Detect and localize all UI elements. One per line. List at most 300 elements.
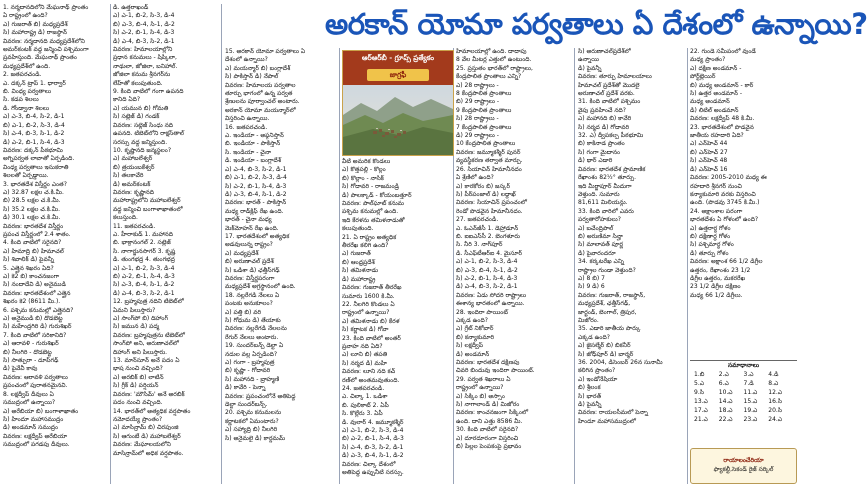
text-line: రాష్ట్రంలో ఉన్నాయి? bbox=[456, 384, 504, 392]
text-line: వివరణ: ఆరావళి పర్వతాలు bbox=[3, 373, 68, 381]
text-line: 4. కింది వాటిలో సరైనది? bbox=[3, 239, 62, 247]
text-line: రేగుర్ నేలలు అంటారు. bbox=[225, 333, 279, 341]
feature-title: ఆర్‌ఆర్‌బీ - గ్రూప్స్ ప్రత్యేకం bbox=[361, 54, 435, 62]
text-line: 14. భారత్‌లో అత్యధిక వర్షపాతం bbox=[113, 407, 191, 415]
text-line: వివరణ: అక్షాంశ 66 1/2 డిగ్రీల bbox=[690, 258, 763, 266]
text-line: హిందూ మహాసముద్రంలో bbox=[578, 417, 636, 425]
text-line: ఇది కేరళను తమిళనాడుతో bbox=[342, 216, 405, 224]
text-line: 20. పశ్చిమ కనుమలను bbox=[225, 409, 282, 417]
text-line: ఎ) తమిళనాడు బి) కేరళ bbox=[342, 317, 400, 325]
text-column-6 bbox=[578, 48, 688, 484]
text-line: జార్ఖండ్, బెంగాల్, త్రిపుర, bbox=[578, 308, 637, 316]
text-line: డిగ్రీల ఉత్తరం, మకరరేఖ bbox=[690, 274, 746, 282]
text-line: ఎ) 28 రాష్ట్రాలు - bbox=[456, 81, 499, 89]
text-line: విస్తరించి ఉన్నాయి. bbox=[225, 115, 270, 123]
text-line: దేశంలో ఉన్నాయి? bbox=[225, 56, 268, 64]
text-line: మధ్య రాడ్‌క్లిఫ్ రేఖ ఉంది. bbox=[225, 207, 284, 215]
text-line: 23. భారతదేశంలో పొడవైన bbox=[690, 123, 754, 131]
text-line: ఉన్నాయి bbox=[578, 56, 599, 64]
text-line: మాసిన్రామ్‌లో అధిక వర్షపాతం. bbox=[113, 449, 184, 457]
text-line: ఎ) దక్షిణ అండమాన్ - bbox=[690, 64, 742, 72]
text-line: సి) జోధ్‌పూర్ డి) బార్మర్ bbox=[578, 350, 634, 358]
text-line: డి) 29 రాష్ట్రాలు - bbox=[456, 132, 499, 140]
text-line: 11. జతపరచండి. bbox=[113, 222, 156, 230]
text-line: డెల్టా సుందర్‌బన్స్. bbox=[225, 401, 268, 409]
text-line: అగ్నిపర్వత లావాతో ఏర్పడింది. bbox=[3, 155, 75, 163]
text-line: సి) ఉత్తర అండమాన్ - bbox=[690, 90, 743, 98]
text-line: పశ్చిమ కనుమల్లో ఉంది. bbox=[342, 208, 399, 216]
text-line: సి) కర్ణాటక డి) గోవా bbox=[342, 326, 389, 334]
answer-item: 12.ఎ bbox=[768, 389, 783, 396]
text-line: మహారాష్ట్రలోని మహాబలేశ్వర్ bbox=[113, 197, 181, 205]
text-line: తీరరేఖ కలిగి ఉంది? bbox=[342, 242, 389, 250]
text-line: సి) పశ్చిమార్ధ గోళం bbox=[690, 241, 734, 249]
text-column-5 bbox=[456, 48, 572, 484]
text-line: ఎ. ఇండియా - అఫ్గనిస్తాన్ bbox=[225, 132, 284, 140]
text-line: మిజోరం. bbox=[578, 317, 599, 324]
text-line: 8 వేల మీటర్ల ఎత్తులో ఉంటుంది. bbox=[456, 56, 532, 64]
text-line: ఎ) కొత్తపల్లి - కొల్లం bbox=[342, 166, 386, 174]
text-line: కలుపుతుంది. bbox=[342, 225, 374, 233]
text-line: డి) పాలక్కాడ్ - కోయంబత్తూర్ bbox=[342, 191, 412, 199]
text-line: డి) ఎ-4, బి-3, సి-2, డి-1 bbox=[456, 283, 518, 291]
text-line: నమోదయ్యే ప్రాంతం? bbox=[113, 415, 163, 423]
text-line: సి. నీరి 3. నాగ్‌పూర్ bbox=[456, 241, 503, 249]
text-line: సి) నర్మద డి) గోదావరి bbox=[578, 123, 630, 131]
text-line: 1. నర్మదానదిలోని మేఘనాథ్ ప్రాంతం bbox=[3, 4, 89, 11]
text-line: బి) ఎ-1, బి-2, సి-3, డి-4 bbox=[3, 121, 65, 129]
text-line: హిమాచల్ ప్రదేశ్‌తో మొదలై bbox=[578, 81, 640, 89]
text-line: 7 కేంద్రపాలిత ప్రాంతాలు bbox=[456, 123, 512, 131]
text-line: 13. మాన్‌సూన్ అనే పదం ఏ bbox=[113, 357, 180, 365]
text-line: 12. బ్రహ్మపుత్ర నదిని టిబెట్‌లో bbox=[113, 298, 184, 306]
text-line: వీటి అమరిక కొండలు bbox=[342, 158, 391, 165]
text-line: డి) అమర్‌కంటక్ bbox=[113, 180, 151, 188]
answer-item: 20.సి bbox=[768, 407, 783, 414]
text-line: ఎ) సిక్కిం బి) అస్సాం bbox=[456, 392, 505, 400]
answer-item: 2.ఎ bbox=[718, 371, 729, 378]
text-line: వివరణ: భారతదేశ ప్రామాణిక bbox=[578, 165, 646, 173]
text-line: భాష నుంచి వచ్చింది? bbox=[113, 365, 163, 373]
feature-box bbox=[342, 50, 454, 156]
text-line: వివరణ: నల్లరేగడి నేలలను bbox=[225, 325, 287, 333]
text-line: వివరణ: పాల్‌ఘాట్ కనుమ bbox=[342, 200, 404, 208]
text-line: ఎ) కారకోరం బి) జస్కర్ bbox=[456, 182, 511, 190]
text-line: సి) సట్లెజ్ డి) గండక్ bbox=[113, 113, 160, 121]
text-line: మధ్యప్రదేశ్ అగ్రస్థానంలో ఉంది. bbox=[225, 283, 296, 291]
text-line: ఉంది. దాని ఎత్తు 8586 మీ. bbox=[456, 417, 523, 425]
text-line: డి) పైవేవీ కావు bbox=[3, 365, 38, 373]
text-line: వివరణ: కృష్ణానది bbox=[113, 188, 154, 196]
text-line: 23 1/2 డిగ్రీల దక్షిణం bbox=[690, 283, 741, 291]
text-line: తూర్పు భాగంలో ఉన్న పర్వత bbox=[225, 90, 293, 98]
text-line: ఎ) అరేబియా బి) బంగాళాఖాతం bbox=[3, 407, 79, 415]
text-line: ఉత్తరం, రేఖాంశం 23 1/2 bbox=[690, 266, 751, 274]
answer-item: 14.ఎ bbox=[718, 398, 733, 405]
text-line: సి) 9 డి) 6 bbox=[578, 283, 605, 291]
text-line: 21. ఏ రాష్ట్రం అత్యధిక bbox=[342, 233, 397, 241]
text-line: వద్ద జన్మించి బంగాళాఖాతంలో bbox=[113, 205, 183, 213]
text-line: సి) గ్రీక్ డి) పర్షియన్ bbox=[113, 382, 159, 390]
text-line: నదుల వల్ల ఏర్పడింది? bbox=[225, 350, 278, 358]
column-divider bbox=[339, 48, 340, 484]
text-line: వివరణ: సియాచిన్ ప్రపంచంలో bbox=[456, 199, 527, 207]
text-line: 8. లక్షద్వీప్ దీవులు ఏ bbox=[3, 390, 54, 398]
text-line: వెళ్తుంది. సుమారు bbox=[578, 190, 620, 198]
text-line: డి. ఇండియా - బంగ్లాదేశ్ bbox=[225, 157, 282, 165]
text-line: సి) నందాదేవి డి) అనైముడి bbox=[3, 281, 66, 289]
text-line: బి) ఎ-2, బి-1, సి-4, డి-3 bbox=[342, 435, 404, 443]
text-line: ఉంది. (పొడవు 3745 కి.మీ.) bbox=[690, 199, 760, 207]
text-line: బి) కన్యాకుమారి bbox=[456, 333, 495, 341]
text-line: డి) ఎ-4, బి-3, సి-2, డి-1 bbox=[113, 37, 175, 45]
text-line: వివరణ: సట్లెజ్ సింధు నది bbox=[113, 121, 174, 129]
text-line: సి) 28 రాష్ట్రాలు - bbox=[456, 115, 499, 123]
text-line: 24. అక్షాంశాల పరంగా bbox=[690, 207, 743, 215]
answer-item: 7.డి bbox=[743, 380, 754, 387]
text-line: ఎ. ఓఎన్‌జీసీ 1. డెహ్రాడూన్ bbox=[456, 224, 519, 232]
text-line: వివరణ: విస్తీర్ణపరంగా bbox=[225, 274, 275, 282]
text-line: వివరణ: భారతదేశంలో ఎత్తైన bbox=[3, 289, 71, 297]
text-line: రహదారి శ్రీనగర్ నుంచి bbox=[690, 182, 742, 190]
text-line: సి) గోధుమ డి) తేయాకు bbox=[225, 317, 281, 324]
text-line: ఏ శ్రేణిలో ఉంది? bbox=[456, 174, 494, 182]
text-line: సి) ఎ-4, బి-3, సి-2, డి-1 bbox=[342, 443, 404, 451]
text-line: 9. కింది వాటిలో గంగా ఉపనది bbox=[113, 88, 184, 96]
text-line: వింధ్య పర్వతాలు ఇసుకరాతి bbox=[3, 163, 69, 171]
text-line: వివరణ: ప్రపంచంలోనే అతిపెద్ద bbox=[225, 392, 296, 400]
text-line: సి) ఒడిశా డి) ఛత్తీస్‌గఢ్ bbox=[225, 266, 280, 274]
text-line: వివరణ: హిమాలయ పర్వతాల bbox=[225, 81, 296, 89]
text-line: డి) ఎన్‌హెచ్ 16 bbox=[690, 165, 728, 173]
text-line: 33. కింది వారిలో ఎవరు bbox=[578, 207, 634, 215]
text-line: ఈశాన్య భారతంలో ఉన్నాయి. bbox=[456, 300, 525, 308]
text-line: శిలలతో ఏర్పడ్డాయి. bbox=[3, 172, 49, 180]
text-line: సరస్సు వద్ద జన్మిస్తుంది. bbox=[113, 138, 168, 146]
text-line: ఎ) మయన్మార్ బి) బంగ్లాదేశ్ bbox=[225, 64, 291, 72]
text-line: 16. జతపరచండి. bbox=[225, 123, 268, 131]
text-line: వివరణ: 'మౌసిమ్' అనే అరబిక్ bbox=[113, 390, 185, 398]
text-line: ఎ) అనైముడి బి) దొడబెట్ట bbox=[3, 315, 63, 323]
text-line: సి) ఎ-4, బి-3, సి-1, డి-2 bbox=[3, 130, 65, 138]
text-line: మెక్‌మోహన్ రేఖ ఉంది. bbox=[225, 224, 279, 232]
text-line: భారతదేశం ఏ గోళంలో ఉంది? bbox=[690, 216, 759, 224]
text-line: వివరణ: భారత్ - పాకిస్తాన్ bbox=[225, 199, 287, 207]
text-line: 5. ఎత్తైన శిఖరం ఏది? bbox=[3, 264, 54, 272]
text-line: ఎ. దక్కన్ ట్రాప్ 1. ధార్వార్ bbox=[3, 79, 66, 87]
text-line: జోజిలా కనుమ శ్రీనగర్‌ను bbox=[113, 71, 171, 79]
text-line: ఎ) మహానది బి) కావేరి bbox=[578, 115, 632, 123]
column-divider bbox=[221, 4, 222, 484]
text-line: ఎ) ఎ-1, బి-2, సి-3, డి-4 bbox=[113, 264, 175, 272]
text-line: కర్ణాటకలో ఏమంటారు? bbox=[225, 417, 279, 425]
text-line: వివరణ: మేఘాలయలోని bbox=[113, 441, 171, 449]
column-divider bbox=[110, 4, 111, 484]
text-column-4 bbox=[342, 158, 452, 484]
text-line: మధ్య అండమాన్ bbox=[690, 98, 730, 106]
text-line: డి. గోండ్వానా శిలలు bbox=[3, 104, 50, 112]
text-line: అడవులున్న రాష్ట్రం? bbox=[225, 241, 273, 249]
text-line: ప్రవాహ నది ఏది? bbox=[342, 342, 383, 350]
text-line: ఎ) ఎ-4, బి-3, సి-2, డి-1 bbox=[225, 165, 287, 173]
text-line: సి) గోదావరి - రాజమండ్రి bbox=[342, 183, 399, 191]
text-line: 31. కింది వాటిలో పశ్చిమం bbox=[578, 98, 641, 106]
text-line: సి) శివాలిక్ డి) పైవన్నీ bbox=[3, 256, 54, 264]
text-line: ఏ రాష్ట్రంలో ఉంది? bbox=[3, 12, 48, 20]
text-line: వివరణ: జమ్మూకశ్మీర్ పునర్ bbox=[456, 148, 521, 156]
text-line: సి) నర్మద డి) మహి bbox=[342, 359, 387, 367]
text-line: సి) 35.2 లక్షల చ.కి.మీ. bbox=[3, 205, 61, 213]
text-line: ఎ. చిల్కా 1. ఒడిశా bbox=[342, 393, 388, 401]
text-line: సి) ఎన్‌హెచ్ 48 bbox=[690, 157, 728, 165]
text-line: సి) ఎ-3, బి-4, సి-1, డి-2 bbox=[113, 281, 175, 289]
text-line: బి) త్రయంబకేశ్వర్ bbox=[113, 163, 155, 171]
text-line: సి. కడప శిలలు bbox=[3, 96, 39, 104]
text-line: అమర్‌కంటక్ వద్ద జన్మించి పశ్చిమంగా bbox=[3, 46, 89, 54]
text-line: పర్వతారోహకులు? bbox=[578, 216, 621, 224]
text-line: డి) థార్ ఎడారి bbox=[578, 157, 613, 165]
headline: అరకాన్ యోమా పర్వతాలు ఏ దేశంలో ఉన్నాయి? bbox=[325, 7, 868, 41]
text-line: 10. కృష్ణానది జన్మస్థలం? bbox=[113, 146, 172, 154]
text-line: వైపు ప్రవహించే నది? bbox=[578, 106, 626, 114]
text-line: సి) ఎ-2, బి-1, సి-4, డి-3 bbox=[225, 182, 287, 190]
text-line: 17. భారతదేశంలో అత్యధిక bbox=[225, 232, 290, 240]
text-line: ఎ) హిమాద్రి బి) హిమాచల్ bbox=[3, 247, 64, 255]
text-line: ఎ) కె2 బి) కాంచనజంగా bbox=[3, 273, 60, 280]
text-line: బి) మధ్య అండమాన్ - కార్ bbox=[690, 81, 754, 89]
text-line: డి) మహారాష్ట్ర bbox=[342, 275, 376, 283]
text-line: సి) అరుణాచల్‌ప్రదేశ్‌లో bbox=[578, 48, 631, 55]
text-line: వివరణ: చిల్కా దేశంలో bbox=[342, 460, 396, 468]
text-line: డి) పైవన్నీ bbox=[578, 401, 602, 409]
text-line: ఎ) మహాబలేశ్వర్ bbox=[113, 155, 153, 163]
text-line: ప్రవహిస్తుంది. మేఘనాథ్ ప్రాంతం bbox=[3, 54, 77, 62]
text-line: సి) మహానది - బ్రాహ్మణి bbox=[225, 375, 280, 383]
text-line: బి) ఎ-3, బి-4, సి-1, డి-2 bbox=[456, 266, 518, 274]
text-line: బి) కాకినాడ ప్రాంతం bbox=[578, 140, 625, 148]
text-line: ఎ) గుజరాత్ బి) మధ్యప్రదేశ్ bbox=[3, 20, 68, 28]
text-line: సి) నాగాలాండ్ డి) మిజోరం bbox=[456, 401, 520, 409]
text-line: 7. కింది వాటిలో సరికానిది? bbox=[3, 331, 67, 339]
text-line: దిహాంగ్ అని పిలుస్తారు. bbox=[113, 348, 168, 356]
text-line: సి) ఎ-2, బి-1, సి-4, డి-3 bbox=[113, 29, 175, 37]
text-line: డి) పైవన్నీ bbox=[578, 64, 602, 72]
text-line: బి) ఎ-3, బి-4, సి-1, డి-2 bbox=[113, 20, 175, 28]
text-line: సి) మహారాష్ట్ర డి) రాజస్థాన్ bbox=[3, 29, 67, 37]
text-line: ఎ) గ్రేట్ నికోబార్ bbox=[456, 325, 494, 333]
text-line: ఎ) ఎ-1, బి-2, సి-3, డి-4 bbox=[342, 427, 404, 434]
text-line: ఎ) ఆరావళి - గురుశిఖర్ bbox=[3, 340, 59, 348]
text-line: ఎ) అరబిక్ బి) లాటిన్ bbox=[113, 373, 164, 381]
text-line: ఎ) గంగా - బ్రహ్మపుత్ర bbox=[225, 359, 275, 367]
text-line: 22. నీలగిరి కొండలు ఏ bbox=[342, 300, 395, 308]
text-line: కలిగిన ప్రాంతం? bbox=[578, 367, 616, 375]
text-line: ఎ) ఇండోనేషియా bbox=[578, 375, 618, 383]
text-line: సాంగ్‌పో అని, అరుణాచల్‌లో bbox=[113, 340, 179, 348]
text-line: బి) దక్షిణార్ధ గోళం bbox=[690, 232, 731, 240]
text-line: డి) లిటిల్ అండమాన్ bbox=[690, 106, 739, 114]
answer-item: 5.ఎ bbox=[694, 380, 704, 387]
text-line: 2. జతపరచండి. bbox=[3, 71, 42, 79]
text-line: శ్రేణులను పూర్వాంచల్ అంటారు. bbox=[225, 98, 300, 106]
text-line: వివరణ: హిమాలయాల్లోని bbox=[113, 46, 173, 54]
text-line: 28. ఇందిరా పాయింట్ bbox=[456, 308, 508, 316]
text-line: 10 కేంద్రపాలిత ప్రాంతాలు bbox=[456, 140, 516, 148]
text-line: డి) కావేరి - పెన్నా bbox=[225, 384, 266, 392]
text-line: బి. పులికాట్ 2. ఏపీ bbox=[342, 401, 389, 409]
text-line: 24. జతపరచండి. bbox=[342, 384, 385, 392]
text-line: సి) భారత్ bbox=[578, 392, 602, 400]
text-line: ఎ) పత్తి బి) వరి bbox=[225, 308, 262, 316]
text-line: వివరణ: 2005-2010 మధ్య ఈ bbox=[690, 174, 767, 182]
text-line: రాష్ట్రంలో ఉన్నాయి? bbox=[342, 309, 390, 317]
text-line: ఎ) ఎన్‌హెచ్ 44 bbox=[690, 140, 728, 148]
text-line: డి. తుంగభద్ర 4. తుంగభద్ర bbox=[113, 256, 175, 264]
text-line: బి) ఎ-1, బి-2, సి-3, డి-4 bbox=[225, 174, 287, 182]
answer-item: 15.ఎ bbox=[743, 398, 758, 405]
answer-key-title: సమాధానాలు bbox=[727, 362, 760, 369]
text-line: వివరణ: గుజరాత్, రాజస్థాన్, bbox=[578, 291, 646, 299]
text-line: ఎ) గుజరాత్ bbox=[342, 250, 371, 258]
text-line: 22. గుండె సమీపంలో వుండే bbox=[690, 48, 756, 55]
answer-item: 3.ఎ bbox=[743, 371, 754, 378]
feature-section-label: జాగ్రఫీ bbox=[367, 69, 429, 81]
text-line: వివరణ: ఏడు సోదరి రాష్ట్రాలు bbox=[456, 291, 527, 299]
text-line: 35. ఎడారి జాతీయ పార్కు bbox=[578, 325, 641, 333]
answer-item: 13.ఎ bbox=[694, 398, 708, 405]
text-line: హిమాలయాల్లో ఉంది. దాదాపు bbox=[456, 48, 527, 55]
text-line: ఎ) 8 బి) 7 bbox=[578, 274, 605, 282]
text-line: అరుణాచల్ ప్రదేశ్ వరకు. bbox=[578, 90, 635, 98]
text-line: 6. పశ్చిమ కనుమల్లో ఎత్తైనది? bbox=[3, 306, 74, 314]
text-line: బి. భాక్రానంగల్ 2. సట్లెజ్ bbox=[113, 239, 171, 247]
text-line: బి) నీలగిరి - దొడబెట్ట bbox=[3, 348, 52, 356]
text-line: డి) 30.1 లక్షల చ.కి.మీ. bbox=[3, 214, 61, 222]
text-line: వివరణ: భారతదేశ విస్తీర్ణం bbox=[3, 222, 64, 230]
text-line: బి) ఆంధ్రప్రదేశ్ bbox=[342, 258, 375, 266]
text-line: బి) 28.5 లక్షల చ.కి.మీ. bbox=[3, 197, 61, 205]
answer-item: 8.ఎ bbox=[768, 380, 779, 387]
answer-item: 17.ఎ bbox=[694, 407, 708, 414]
answer-item: 4.డి bbox=[768, 371, 779, 378]
text-line: మధ్య 66 1/2 డిగ్రీలు. bbox=[690, 291, 743, 299]
text-line: ప్రపంచ విస్తీర్ణంలో 2.4 శాతం. bbox=[3, 230, 71, 238]
text-line: వివరణ: గుజరాత్ తీరరేఖ bbox=[342, 284, 402, 292]
text-line: ఎ) జైసల్మేర్ బి) బికనీర్ bbox=[578, 342, 631, 350]
text-line: ఇది మీర్జాపూర్ మీదుగా bbox=[578, 182, 632, 190]
text-line: ఎ) బచేంద్రిపాల్ bbox=[578, 224, 614, 232]
text-line: సుమారు 1600 కి.మీ. bbox=[342, 292, 395, 300]
answer-item: 16.సి bbox=[768, 398, 783, 405]
text-line: బి) ఎ-2, బి-1, సి-4, డి-3 bbox=[113, 273, 175, 280]
text-line: ఎ) దూరదూరంగా విస్తరించి bbox=[456, 434, 519, 442]
answer-item: 18.ఎ bbox=[718, 407, 733, 414]
text-line: బి) 29 రాష్ట్రాలు - bbox=[456, 98, 500, 106]
text-line: ఎ) మధ్యప్రదేశ్ bbox=[225, 249, 259, 257]
text-line: 30. కింది వాటిలో సరైనది? bbox=[456, 426, 519, 434]
text-line: అతిపెద్ద ఉప్పునీటి సరస్సు. bbox=[342, 469, 404, 477]
text-line: చివరి బిందువు ఇందిరా పాయింట్. bbox=[456, 367, 535, 375]
text-line: ఎ) లూని బి) తపతి bbox=[342, 351, 388, 359]
answer-item: 24.ఎ bbox=[768, 416, 783, 423]
text-line: డి) ఎ-2, బి-1, సి-4, డి-3 bbox=[3, 138, 65, 146]
text-line: బి) అరుణిమా సిన్హా bbox=[578, 232, 623, 240]
text-line: పోర్ట్‌బ్లెయిర్ bbox=[690, 73, 716, 81]
text-line: సి. నాగార్జునసాగర్ 3. కృష్ణ bbox=[113, 247, 176, 255]
text-line: రాష్ట్రాల గుండా వెళ్తుంది? bbox=[578, 266, 636, 274]
text-line: ఎ. హీరాకుడ్ 1. మహానది bbox=[113, 230, 174, 238]
text-line: సముద్రంలో పగడపు దీవులు. bbox=[3, 441, 70, 449]
answer-item: 1.బి bbox=[694, 371, 705, 378]
text-column-3 bbox=[225, 48, 337, 484]
text-line: సి. ఇండియా - చైనా bbox=[225, 148, 272, 156]
text-line: ఎ) యమున బి) గోమతి bbox=[113, 104, 169, 112]
text-line: వివరణ: లూని నది కచ్ bbox=[342, 368, 396, 376]
text-line: అరకాన్ యోమా మయన్మార్‌లో bbox=[225, 106, 296, 114]
text-line: రణ్‌లో అంతమవుతుంది. bbox=[342, 376, 400, 384]
text-line: పదం నుంచి వచ్చింది. bbox=[113, 399, 163, 407]
text-line: సముద్రంలో ఉన్నాయి? bbox=[3, 399, 56, 407]
text-line: కన్యాకుమారి వరకు విస్తరించి bbox=[690, 190, 756, 198]
text-line: సి) పీర్‌పంజాల్ డి) లద్దాఖ్ bbox=[456, 190, 516, 198]
text-line: ఎక్కడ ఉంది? bbox=[578, 333, 610, 341]
text-line: నాథులా, జోజిలా, బనిహాల్. bbox=[113, 62, 178, 70]
answer-item: 21.ఎ bbox=[694, 416, 708, 423]
answer-item: 22.ఎ bbox=[718, 416, 733, 423]
text-line: బి. ఐఐఎస్‌సీ 2. బెంగళూరు bbox=[456, 232, 520, 240]
text-line: రెండో పొడవైన హిమానీనదం. bbox=[456, 207, 523, 215]
text-line: సి) అనైమలై డి) కార్డమమ్ bbox=[225, 434, 286, 442]
text-line: సి) హిందూ మహాసముద్రం bbox=[3, 415, 64, 423]
text-line: డి) ఎ-4, బి-3, సి-2, డి-1 bbox=[113, 289, 175, 297]
text-line: 26. సియాచిన్ హిమానీనదం bbox=[456, 165, 522, 173]
text-line: బి. వింధ్య పర్వతాలు bbox=[3, 88, 52, 96]
text-line: డి) పైవారందరూ bbox=[578, 249, 616, 257]
text-line: 15. అరకాన్ యోమా పర్వతాలు ఏ bbox=[225, 48, 306, 55]
text-column-7 bbox=[690, 48, 797, 358]
text-line: సి) తమిళనాడు bbox=[342, 267, 379, 275]
text-line: ఎ) ఎ-1, బి-2, సి-3, డి-4 bbox=[456, 258, 518, 266]
text-line: బి. ఇండియా - పాకిస్తాన్ bbox=[225, 140, 281, 148]
text-line: 19. సుందర్‌బన్స్ డెల్టా ఏ bbox=[225, 342, 284, 350]
answer-item: 10.ఎ bbox=[718, 389, 733, 396]
mountain-village-photo bbox=[343, 85, 453, 155]
text-line: ఎ) సాంగ్‌పో బి) దిహాంగ్ bbox=[113, 315, 168, 323]
text-line: బి) ఎన్‌హెచ్ 27 bbox=[690, 148, 728, 156]
text-line: డి. ఉత్తరాఖండ్ bbox=[113, 4, 149, 11]
text-column-1 bbox=[3, 4, 110, 484]
column-divider bbox=[574, 48, 575, 484]
author-name: రాయాలంచేరియా bbox=[723, 457, 764, 464]
answer-item: 6.ఎ bbox=[718, 380, 729, 387]
text-line: డి) తూర్పు గోళం bbox=[690, 249, 729, 257]
text-line: డి. వులార్ 4. జమ్మూకశ్మీర్ bbox=[342, 418, 404, 426]
text-line: 81,611 మిలియన్లు. bbox=[578, 199, 628, 207]
text-line: వివరణ: దక్కన్ పీఠభూమి bbox=[3, 146, 63, 154]
text-line: బి) అరుణాచల్ ప్రదేశ్ bbox=[225, 258, 274, 266]
text-line: ఎ) సహ్యాద్రి బి) నీలగిరి bbox=[225, 426, 278, 434]
text-line: 36. 2004, డిసెంబర్ 26న సునామీ bbox=[578, 359, 663, 367]
text-line: ఎ) మాసిన్రామ్ బి) చిరపుంజి bbox=[113, 424, 179, 432]
answer-item: 11.ఎ bbox=[743, 389, 758, 396]
text-line: కలుస్తుంది. bbox=[113, 214, 138, 222]
text-line: డి) ఎ-3, బి-4, సి-1, డి-2 bbox=[225, 190, 287, 198]
text-line: వివరణ: నర్మదానది మధ్యప్రదేశ్‌లోని bbox=[3, 37, 85, 45]
answer-item: 9.సి bbox=[694, 389, 704, 396]
text-line: డి) అండమాన్ bbox=[456, 350, 490, 358]
text-line: 8 కేంద్రపాలిత ప్రాంతాలు bbox=[456, 90, 512, 98]
text-line: 29. పర్వత శిఖరాలు ఏ bbox=[456, 375, 511, 383]
